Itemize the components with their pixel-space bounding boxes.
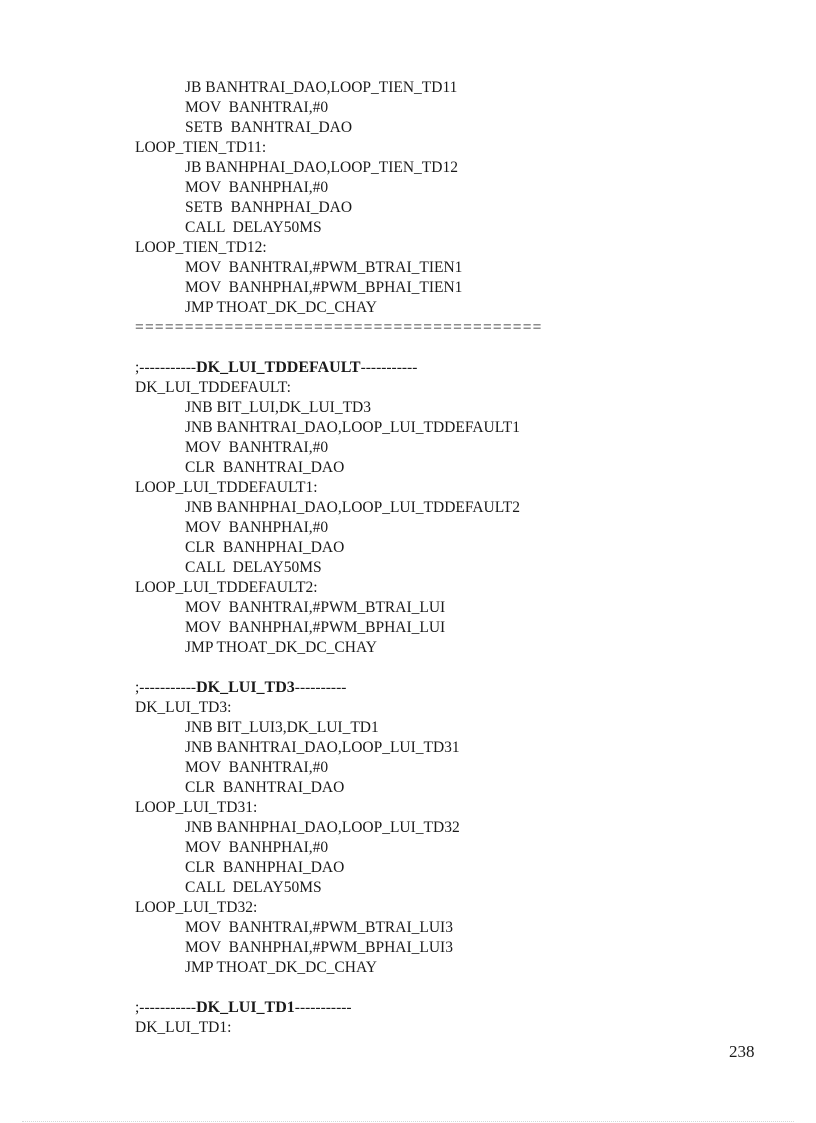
code-instruction: JNB BIT_LUI,DK_LUI_TD3	[185, 399, 371, 416]
code-label: LOOP_LUI_TD32:	[135, 899, 258, 916]
code-label: DK_LUI_TD3:	[135, 699, 232, 716]
heading-prefix: ;-----------	[135, 679, 197, 696]
code-instruction: MOV BANHPHAI,#0	[185, 519, 329, 536]
code-instruction: MOV BANHPHAI,#0	[185, 179, 329, 196]
blank-line	[135, 978, 775, 998]
section-heading-title: DK_LUI_TD3	[196, 679, 295, 696]
code-instruction: CALL DELAY50MS	[185, 219, 322, 236]
code-instruction: MOV BANHPHAI,#PWM_BPHAI_LUI	[185, 619, 446, 636]
heading-suffix: ----------	[294, 679, 347, 696]
code-instruction: JB BANHTRAI_DAO,LOOP_TIEN_TD11	[185, 79, 458, 96]
code-instruction: CALL DELAY50MS	[185, 559, 322, 576]
code-instruction: JMP THOAT_DK_DC_CHAY	[185, 639, 377, 656]
code-instruction: JNB BANHPHAI_DAO,LOOP_LUI_TDDEFAULT2	[185, 499, 520, 516]
section-heading-comment	[135, 678, 775, 698]
code-label: DK_LUI_TDDEFAULT:	[135, 379, 291, 396]
code-instruction: CLR BANHTRAI_DAO	[185, 779, 345, 796]
page-bottom-border	[22, 1121, 794, 1122]
code-instruction: MOV BANHTRAI,#0	[185, 439, 329, 456]
section-heading-title: DK_LUI_TDDEFAULT	[196, 359, 361, 376]
code-label: LOOP_TIEN_TD11:	[135, 139, 267, 156]
heading-suffix: -----------	[360, 359, 418, 376]
code-label: LOOP_TIEN_TD12:	[135, 239, 267, 256]
code-instruction: MOV BANHTRAI,#PWM_BTRAI_LUI3	[185, 919, 453, 936]
code-instruction: CLR BANHPHAI_DAO	[185, 539, 345, 556]
page-number: 238	[729, 1042, 755, 1061]
section-heading-comment	[135, 998, 775, 1018]
code-instruction: MOV BANHPHAI,#PWM_BPHAI_TIEN1	[185, 279, 463, 296]
code-instruction: SETB BANHTRAI_DAO	[185, 119, 353, 136]
code-instruction: JMP THOAT_DK_DC_CHAY	[185, 299, 377, 316]
blank-line	[135, 658, 775, 678]
code-label: LOOP_LUI_TDDEFAULT1:	[135, 479, 318, 496]
code-instruction: JNB BANHPHAI_DAO,LOOP_LUI_TD32	[185, 819, 460, 836]
code-label: DK_LUI_TD1:	[135, 1019, 232, 1036]
assembly-code-listing	[135, 78, 775, 1038]
code-instruction: JNB BANHTRAI_DAO,LOOP_LUI_TD31	[185, 739, 460, 756]
code-instruction: MOV BANHPHAI,#PWM_BPHAI_LUI3	[185, 939, 453, 956]
code-instruction: CLR BANHPHAI_DAO	[185, 859, 345, 876]
code-divider: =========================================	[135, 319, 543, 336]
code-instruction: CLR BANHTRAI_DAO	[185, 459, 345, 476]
code-instruction: CALL DELAY50MS	[185, 879, 322, 896]
code-instruction: JNB BIT_LUI3,DK_LUI_TD1	[185, 719, 379, 736]
heading-prefix: ;-----------	[135, 359, 197, 376]
code-instruction: JB BANHPHAI_DAO,LOOP_TIEN_TD12	[185, 159, 458, 176]
code-instruction: JNB BANHTRAI_DAO,LOOP_LUI_TDDEFAULT1	[185, 419, 520, 436]
heading-suffix: -----------	[294, 999, 352, 1016]
code-instruction: MOV BANHTRAI,#PWM_BTRAI_TIEN1	[185, 259, 463, 276]
section-heading-comment	[135, 358, 775, 378]
code-instruction: JMP THOAT_DK_DC_CHAY	[185, 959, 377, 976]
code-instruction: MOV BANHTRAI,#0	[185, 759, 329, 776]
code-instruction: MOV BANHTRAI,#PWM_BTRAI_LUI	[185, 599, 446, 616]
code-label: LOOP_LUI_TD31:	[135, 799, 258, 816]
code-instruction: MOV BANHPHAI,#0	[185, 839, 329, 856]
code-instruction: MOV BANHTRAI,#0	[185, 99, 329, 116]
blank-line	[135, 338, 775, 358]
section-heading-title: DK_LUI_TD1	[196, 999, 295, 1016]
code-instruction: SETB BANHPHAI_DAO	[185, 199, 353, 216]
heading-prefix: ;-----------	[135, 999, 197, 1016]
code-label: LOOP_LUI_TDDEFAULT2:	[135, 579, 318, 596]
